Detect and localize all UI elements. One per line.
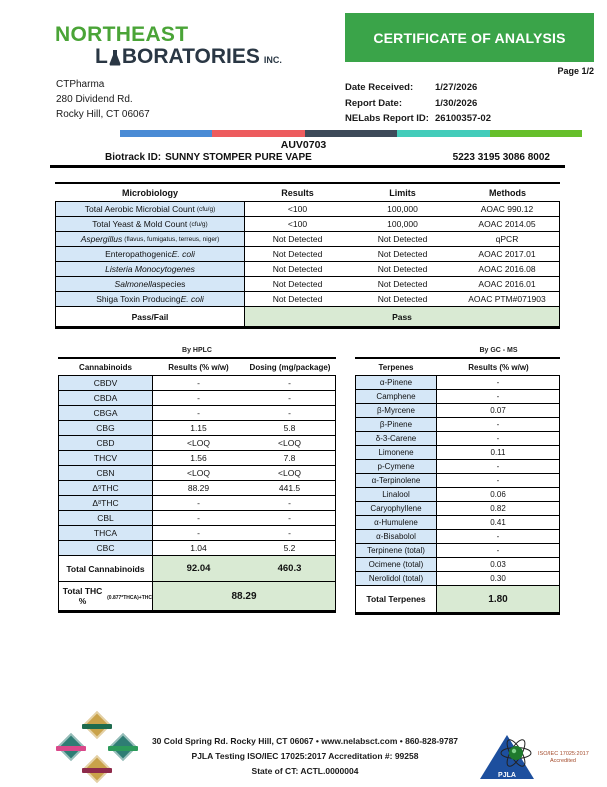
table-row xyxy=(56,292,559,307)
pass-fail-row xyxy=(56,307,559,326)
cannabinoids-body xyxy=(58,375,336,613)
analyte-name-cell xyxy=(59,541,153,555)
analyte-name: Δ xyxy=(92,498,99,508)
dosing-cell: - xyxy=(288,513,291,523)
flask-icon xyxy=(109,50,121,66)
analyte-name-cell: α-Humulene xyxy=(356,516,437,529)
analyte-name: (cfu/g) xyxy=(196,205,216,213)
result-cell: Not Detected xyxy=(272,264,323,274)
result-cell: <100 xyxy=(287,204,308,214)
total-cannabinoids-row xyxy=(59,556,335,582)
analyte-name-cell xyxy=(56,292,245,306)
total-thc-row xyxy=(59,582,335,610)
color-bar-segment xyxy=(490,130,582,137)
method-cell: AOAC 2017.01 xyxy=(478,249,536,259)
analyte-name-cell: α-Bisabolol xyxy=(356,530,437,543)
analyte-name: Total Yeast & Mold Count xyxy=(92,219,188,229)
analyte-name: CBDV xyxy=(93,378,118,388)
meta-value: 26100357-02 xyxy=(435,113,491,124)
analyte-name-cell: Camphene xyxy=(356,390,437,403)
column-header: Results (% w/w) xyxy=(168,362,229,372)
client-name: CTPharma xyxy=(56,79,105,90)
microbiology-table xyxy=(55,182,560,329)
microbiology-header-row xyxy=(55,184,560,201)
limit-cell: Not Detected xyxy=(377,279,428,289)
client-address-block xyxy=(56,77,150,122)
analyte-name-cell: Δ 9 THC xyxy=(59,481,153,495)
analyte-name: Enteropathogenic xyxy=(105,249,172,259)
column-header: Methods xyxy=(489,187,526,198)
report-meta xyxy=(345,80,491,127)
terpenes-method-label: By GC - MS xyxy=(479,347,518,354)
total-thc-label-text: Total THC % xyxy=(62,586,103,606)
table-row xyxy=(356,404,559,418)
terpenes-body xyxy=(355,375,560,615)
meta-row xyxy=(345,80,491,96)
microbiology-body xyxy=(55,201,560,329)
badge-bottom-ribbon-icon xyxy=(82,768,112,773)
result-cell: - xyxy=(197,378,200,388)
result-cell: 0.30 xyxy=(490,574,506,583)
result-cell: - xyxy=(496,420,500,429)
meta-value: 1/30/2026 xyxy=(435,97,478,109)
result-cell: - xyxy=(197,408,200,418)
table-row xyxy=(356,488,559,502)
total-thc-label xyxy=(59,582,153,610)
table-row xyxy=(59,541,335,556)
total-label: Total Terpenes xyxy=(356,586,437,612)
badge-left-ribbon-icon xyxy=(56,746,86,751)
result-cell: - xyxy=(496,434,500,443)
dosing-cell: 5.8 xyxy=(283,423,296,433)
result-cell: - xyxy=(496,462,500,471)
analyte-name: THCA xyxy=(93,528,118,538)
analyte-name: CBL xyxy=(97,513,114,523)
pjla-logo-icon xyxy=(480,731,592,783)
analyte-name-cell xyxy=(59,406,153,420)
dosing-cell: 7.8 xyxy=(283,453,296,463)
color-bar-segment xyxy=(397,130,489,137)
analyte-name: species xyxy=(156,279,186,289)
analyte-name: CBC xyxy=(96,543,115,553)
meta-value: 1/27/2026 xyxy=(435,82,478,93)
analyte-name: CBN xyxy=(96,468,115,478)
table-row xyxy=(356,432,559,446)
limit-cell: 100,000 xyxy=(387,204,418,214)
dosing-cell: - xyxy=(288,393,291,403)
table-row xyxy=(56,232,559,247)
result-cell: - xyxy=(197,528,200,538)
analyte-name-cell xyxy=(59,436,153,450)
limit-cell: 100,000 xyxy=(387,219,418,229)
table-row xyxy=(356,502,559,516)
biotrack-number: 5223 3195 3086 8002 xyxy=(452,152,550,163)
table-row xyxy=(356,460,559,474)
analyte-name: CBGA xyxy=(93,408,118,418)
analyte-name: CBG xyxy=(96,423,115,433)
table-row xyxy=(56,247,559,262)
result-cell: 0.11 xyxy=(490,448,506,457)
result-cell: - xyxy=(496,476,500,485)
page-number: Page 1/2 xyxy=(557,66,594,76)
result-cell: 88.29 xyxy=(187,483,210,493)
total-thc-formula: (0.877*THCA)+THC xyxy=(107,595,152,601)
analyte-name-cell xyxy=(56,247,245,261)
analyte-name-cell: Δ 8 THC xyxy=(59,496,153,510)
total-result: 92.04 xyxy=(153,556,244,581)
terpenes-table xyxy=(355,357,560,615)
logo-text-northeast: NORTHEAST xyxy=(55,23,189,46)
analyte-name-cell xyxy=(59,526,153,540)
table-row xyxy=(59,496,335,511)
result-cell: Not Detected xyxy=(272,249,323,259)
total-terpenes-row xyxy=(356,586,559,612)
result-cell: Not Detected xyxy=(272,294,323,304)
meta-label: NELabs Report ID: xyxy=(345,113,429,124)
result-cell: - xyxy=(496,532,500,541)
result-cell: 1.04 xyxy=(190,543,207,553)
analyte-name: CBD xyxy=(96,438,115,448)
table-row xyxy=(356,446,559,460)
terpenes-header-row xyxy=(355,359,560,375)
analyte-name-cell: α-Terpinolene xyxy=(356,474,437,487)
color-bar-segment xyxy=(212,130,304,137)
result-cell: 0.07 xyxy=(490,406,506,415)
color-bar-segment xyxy=(305,130,397,137)
dosing-cell: - xyxy=(288,528,291,538)
pass-fail-value: Pass xyxy=(245,307,559,326)
analyte-name-cell: Limonene xyxy=(356,446,437,459)
cannabinoids-table xyxy=(58,357,336,613)
analyte-name: Aspergillus xyxy=(80,234,123,244)
result-cell: - xyxy=(496,378,500,387)
analyte-name-cell xyxy=(56,217,245,231)
column-header: Limits xyxy=(389,187,416,198)
analyte-name-cell: p-Cymene xyxy=(356,460,437,473)
table-row xyxy=(59,436,335,451)
result-cell: - xyxy=(496,546,500,555)
method-cell: AOAC 2016.01 xyxy=(478,279,536,289)
logo-text-aboratories: BORATORIES xyxy=(121,45,260,68)
result-cell: - xyxy=(197,498,200,508)
analyte-name-cell xyxy=(56,277,245,291)
certificate-title-banner: CERTIFICATE OF ANALYSIS xyxy=(345,13,594,62)
table-row xyxy=(56,262,559,277)
footer-accreditation-line: PJLA Testing ISO/IEC 17025:2017 Accreditation #: 99258 xyxy=(191,751,419,761)
result-cell: - xyxy=(197,393,200,403)
table-row xyxy=(59,391,335,406)
limit-cell: Not Detected xyxy=(377,264,428,274)
method-cell: AOAC 990.12 xyxy=(480,204,534,214)
table-row xyxy=(356,516,559,530)
analyte-name-cell xyxy=(56,262,245,276)
result-cell: Not Detected xyxy=(272,279,323,289)
meta-label: Date Received: xyxy=(345,82,414,93)
color-bar-segment xyxy=(120,130,212,137)
limit-cell: Not Detected xyxy=(377,234,428,244)
table-row xyxy=(59,466,335,481)
cannabinoids-header-row xyxy=(58,359,336,375)
footer-state-line: State of CT: ACTL.0000004 xyxy=(251,766,359,776)
color-bar xyxy=(120,130,582,137)
pjla-logo xyxy=(480,731,592,787)
result-cell: 0.82 xyxy=(490,504,506,513)
analyte-name-cell: Nerolidol (total) xyxy=(356,572,437,585)
column-header: Microbiology xyxy=(122,187,178,198)
limit-cell: Not Detected xyxy=(377,294,428,304)
analyte-name-cell: β-Myrcene xyxy=(356,404,437,417)
pjla-label: PJLA xyxy=(498,772,516,779)
result-cell: <LOQ xyxy=(187,438,210,448)
sample-name: SUNNY STOMPER PURE VAPE xyxy=(165,152,312,163)
table-row xyxy=(356,558,559,572)
cannabinoids-method-label: By HPLC xyxy=(182,347,212,354)
method-cell: AOAC PTM#071903 xyxy=(468,294,546,304)
result-cell: 1.56 xyxy=(190,453,207,463)
analyte-name-cell: δ-3-Carene xyxy=(356,432,437,445)
analyte-name: Total Aerobic Microbial Count xyxy=(84,204,195,214)
table-row xyxy=(356,572,559,586)
total-dosing: 460.3 xyxy=(244,556,335,581)
sample-id: AUV0703 xyxy=(280,139,327,151)
analyte-name: E. coli xyxy=(180,294,204,304)
dosing-cell: <LOQ xyxy=(278,468,301,478)
section-divider xyxy=(50,165,565,168)
method-cell: AOAC 2016.08 xyxy=(478,264,536,274)
table-row xyxy=(59,481,335,496)
analyte-name-cell xyxy=(56,202,245,216)
analyte-name-cell: Ocimene (total) xyxy=(356,558,437,571)
table-row xyxy=(356,544,559,558)
analyte-name: THC xyxy=(101,498,119,508)
analyte-name-cell: Caryophyllene xyxy=(356,502,437,515)
column-header: Cannabinoids xyxy=(79,362,132,372)
result-cell: <100 xyxy=(287,219,308,229)
table-row xyxy=(56,202,559,217)
column-header: Terpenes xyxy=(378,362,414,372)
analyte-name-cell: β-Pinene xyxy=(356,418,437,431)
analyte-name: Listeria Monocytogenes xyxy=(105,264,195,274)
method-cell: qPCR xyxy=(495,234,519,244)
meta-row xyxy=(345,96,491,112)
method-cell: AOAC 2014.05 xyxy=(478,219,536,229)
analyte-name-cell: α-Pinene xyxy=(356,376,437,389)
analyte-name: (flavus, fumigatus, terreus, niger) xyxy=(124,235,220,243)
pjla-accreditation-text: ISO/IEC 17025:2017 xyxy=(538,751,589,757)
table-row xyxy=(59,376,335,391)
result-cell: 0.03 xyxy=(490,560,506,569)
total-terpenes-value: 1.80 xyxy=(437,586,559,612)
table-row xyxy=(59,511,335,526)
table-row xyxy=(356,474,559,488)
dosing-cell: 441.5 xyxy=(278,483,301,493)
client-address-line2: Rocky Hill, CT 06067 xyxy=(56,109,150,120)
analyte-name-cell: Linalool xyxy=(356,488,437,501)
result-cell: 0.06 xyxy=(490,490,506,499)
table-row xyxy=(56,277,559,292)
analyte-name-cell xyxy=(59,376,153,390)
table-row xyxy=(59,451,335,466)
logo-text-l: L xyxy=(95,45,108,68)
table-row xyxy=(356,418,559,432)
result-cell: <LOQ xyxy=(187,468,210,478)
analyte-name: E. coli xyxy=(171,249,195,259)
logo-inc: INC. xyxy=(263,55,282,65)
table-row xyxy=(59,526,335,541)
analyte-name-cell xyxy=(59,466,153,480)
meta-label: Report Date: xyxy=(345,97,403,109)
analyte-name-cell xyxy=(59,391,153,405)
table-row xyxy=(356,390,559,404)
table-row xyxy=(59,421,335,436)
analyte-name-cell xyxy=(56,232,245,246)
analyte-name-cell xyxy=(59,421,153,435)
footer-text-block xyxy=(125,734,485,779)
dosing-cell: - xyxy=(288,408,291,418)
biotrack-label: Biotrack ID: xyxy=(105,152,162,163)
column-header: Results (% w/w) xyxy=(468,362,529,372)
analyte-name: Δ xyxy=(92,483,99,493)
total-thc-value: 88.29 xyxy=(153,582,335,610)
analyte-name-cell: Terpinene (total) xyxy=(356,544,437,557)
analyte-name-cell xyxy=(59,511,153,525)
pass-fail-label: Pass/Fail xyxy=(56,307,245,326)
biotrack-row xyxy=(105,152,550,163)
table-row xyxy=(356,530,559,544)
footer-address-line: 30 Cold Spring Rd. Rocky Hill, CT 06067 • www.nelabsct.com • 860-828-9787 xyxy=(151,736,459,746)
client-address-line1: 280 Dividend Rd. xyxy=(56,94,133,105)
analyte-name-cell xyxy=(59,451,153,465)
table-row xyxy=(59,406,335,421)
pjla-accredited-text: Accredited xyxy=(550,758,576,764)
logo-text-laboratories xyxy=(95,46,282,67)
column-header: Dosing (mg/package) xyxy=(249,362,331,372)
analyte-name: CBDA xyxy=(93,393,118,403)
result-cell: Not Detected xyxy=(272,234,323,244)
analyte-name: (cfu/g) xyxy=(189,220,208,228)
total-label: Total Cannabinoids xyxy=(59,556,153,581)
dosing-cell: - xyxy=(288,498,291,508)
dosing-cell: <LOQ xyxy=(278,438,301,448)
analyte-name: THCV xyxy=(93,453,118,463)
analyte-name: Shiga Toxin Producing xyxy=(96,294,181,304)
column-header: Results xyxy=(281,187,314,198)
badge-top-ribbon-icon xyxy=(82,724,112,729)
table-row xyxy=(356,376,559,390)
table-row xyxy=(56,217,559,232)
meta-row xyxy=(345,111,491,127)
result-cell: - xyxy=(496,392,500,401)
limit-cell: Not Detected xyxy=(377,249,428,259)
result-cell: 0.41 xyxy=(490,518,506,527)
analyte-name: Salmonella xyxy=(114,279,157,289)
result-cell: - xyxy=(197,513,200,523)
company-logo xyxy=(55,24,282,67)
result-cell: 1.15 xyxy=(190,423,207,433)
analyte-name: THC xyxy=(101,483,119,493)
dosing-cell: 5.2 xyxy=(283,543,296,553)
dosing-cell: - xyxy=(288,378,291,388)
